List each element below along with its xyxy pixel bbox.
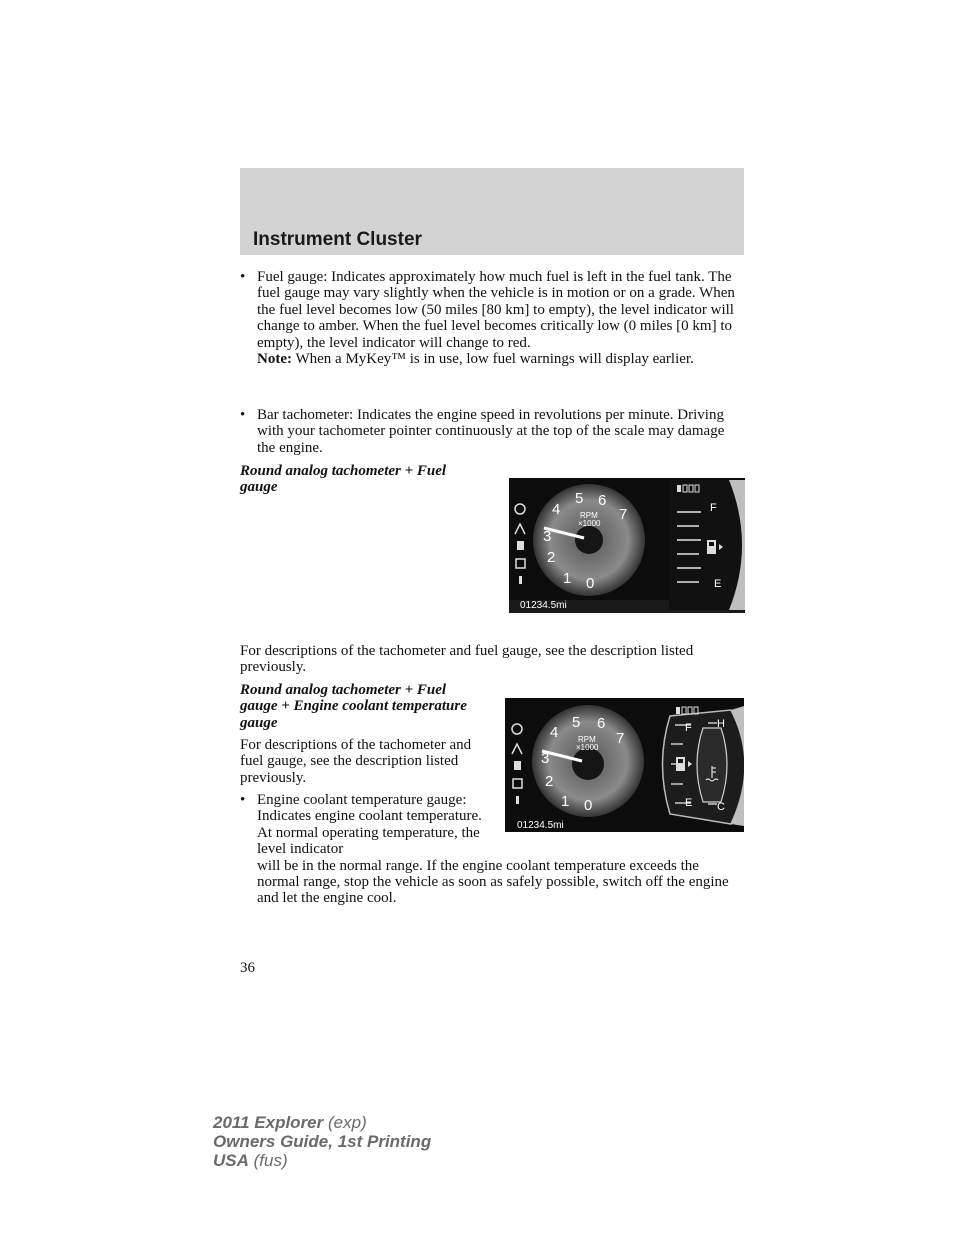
fuel-full-label: F — [710, 502, 717, 514]
note-text: When a MyKey™ is in use, low fuel warnings will display earlier. — [295, 351, 694, 368]
bullet-fuel-gauge — [240, 269, 744, 367]
section1-description: For descriptions of the tachometer and fuel gauge, see the description listed previously. — [240, 643, 694, 676]
bullet-text: Fuel gauge: Indicates approximately how much fuel is left in the fuel tank. The fuel gauge may vary slightly when the vehicle is in motion or on a grade. When the fuel level becomes low (50 miles [80 km] to empty), the level indicator will change to amber. When the fuel level becomes critically low (0 miles [0 km] to empty), the level indicator will change to red. — [257, 269, 735, 351]
tach-number-0: 0 — [584, 797, 593, 814]
bullet-text-rest: will be in the normal range. If the engine coolant temperature exceeds the normal range, stop the vehicle as soon as safely possible, switch off the engine and let the engine cool. — [257, 857, 729, 907]
fuel-empty-label: E — [714, 578, 722, 590]
tach-number-6: 6 — [598, 492, 607, 509]
bullet-engine-coolant — [240, 792, 744, 907]
tach-number-5: 5 — [575, 490, 584, 507]
footer-model-code: (exp) — [328, 1113, 367, 1132]
tach-number-7: 7 — [616, 730, 625, 747]
temp-cold-label: C — [717, 801, 725, 813]
tach-number-2: 2 — [547, 549, 556, 566]
bullet-icon: • — [240, 269, 246, 285]
section1-heading: Round analog tachometer + Fuel gauge — [240, 463, 447, 496]
footer-model: 2011 Explorer — [213, 1113, 324, 1132]
tach-number-2: 2 — [545, 773, 554, 790]
rpm-multiplier: ×1000 — [576, 743, 599, 752]
bullet-bar-tachometer — [240, 407, 744, 456]
bullet-icon: • — [240, 792, 246, 808]
section2-description: For descriptions of the tachometer and fuel gauge, see the description listed previously. — [240, 737, 472, 786]
bullet-icon: • — [240, 407, 246, 423]
tach-number-4: 4 — [552, 501, 561, 518]
temp-hot-label: H — [717, 718, 725, 730]
odometer-readout: 01234.5mi — [517, 820, 564, 831]
tach-number-4: 4 — [550, 724, 559, 741]
fuel-empty-label: E — [685, 797, 693, 809]
fuel-full-label: F — [685, 722, 692, 734]
tach-number-1: 1 — [563, 570, 572, 587]
bullet-text-intro: Engine coolant temperature gauge: Indicates engine coolant temperature. At normal operating temperature, the level indicator — [257, 792, 482, 858]
temperature-gauge-frame — [697, 728, 727, 802]
page-number: 36 — [240, 960, 255, 976]
rpm-label: RPM — [580, 511, 598, 520]
rpm-label: RPM — [578, 735, 596, 744]
footer-market: USA — [213, 1151, 249, 1170]
gauge-illustration-tach-fuel — [509, 478, 745, 613]
section-header-band — [240, 168, 744, 255]
tach-number-7: 7 — [619, 506, 628, 523]
section2-heading: Round analog tachometer + Fuel gauge + Engine coolant temperature gauge — [240, 682, 467, 731]
tach-number-5: 5 — [572, 714, 581, 731]
footer-market-code: (fus) — [253, 1151, 288, 1170]
document-footer — [213, 1113, 431, 1170]
tach-number-0: 0 — [586, 575, 595, 592]
tach-number-3: 3 — [543, 528, 552, 545]
tach-number-6: 6 — [597, 715, 606, 732]
footer-guide: Owners Guide, 1st Printing — [213, 1132, 432, 1151]
rpm-multiplier: ×1000 — [578, 519, 601, 528]
page-title: Instrument Cluster — [253, 229, 422, 250]
bullet-text: Bar tachometer: Indicates the engine speed in revolutions per minute. Driving with your tachometer pointer continuously at the top of the scale may damage the engine. — [257, 407, 725, 456]
odometer-readout: 01234.5mi — [520, 600, 567, 611]
tach-number-3: 3 — [541, 750, 550, 767]
tach-number-1: 1 — [561, 793, 570, 810]
note-label: Note: — [257, 351, 292, 368]
